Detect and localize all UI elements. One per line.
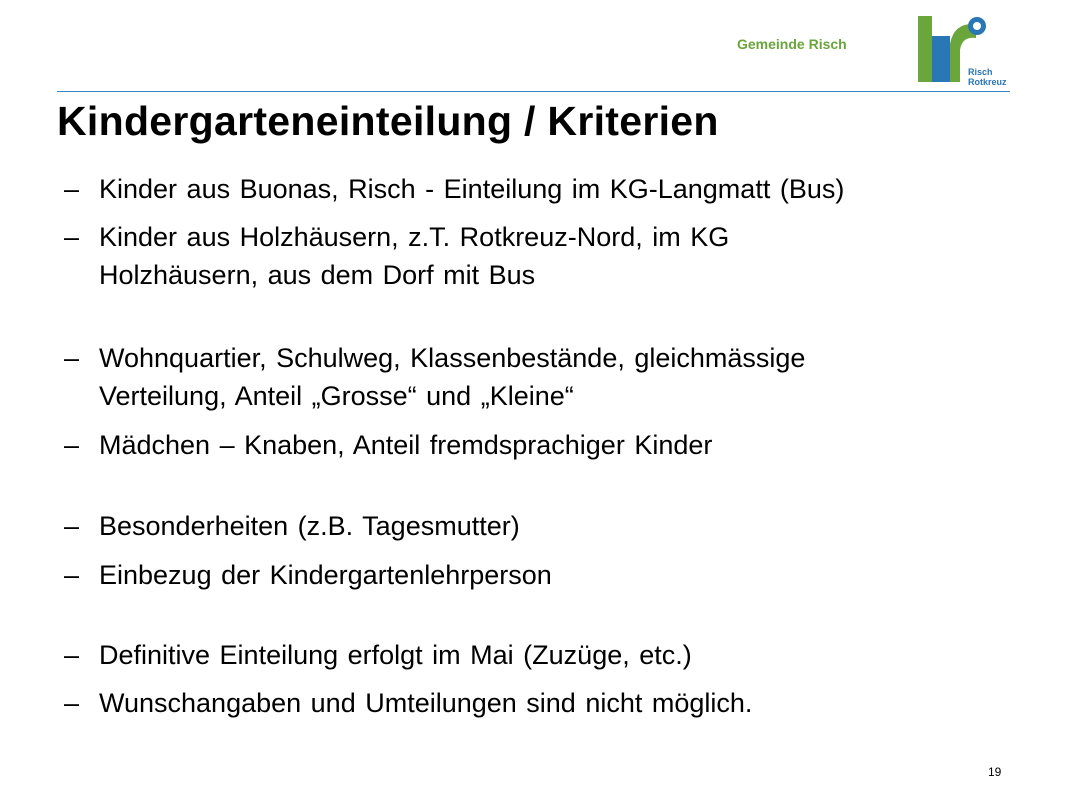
list-item-line: Kinder aus Buonas, Risch - Einteilung im KG-Langmatt (Bus)	[99, 174, 845, 204]
bullet-dash: –	[64, 688, 80, 718]
bullet-dash: –	[64, 174, 80, 204]
logo-caption-line-2: Rotkreuz	[968, 77, 1007, 87]
list-item-text	[99, 556, 1029, 594]
slide-title: Kindergarteneinteilung / Kriterien	[57, 98, 719, 144]
page-number: 19	[988, 765, 1002, 779]
list-item-line: Holzhäusern, aus dem Dorf mit Bus	[99, 260, 536, 290]
list-item-line: Wohnquartier, Schulweg, Klassenbestände, gleichmässige	[99, 343, 806, 373]
list-item-text	[99, 507, 1029, 545]
bullet-dash: –	[64, 222, 80, 252]
list-item-text	[99, 218, 1029, 294]
list-item-line: Besonderheiten (z.B. Tagesmutter)	[99, 511, 520, 541]
list-item-line: Kinder aus Holzhäusern, z.T. Rotkreuz-Nord, im KG	[99, 222, 730, 252]
bullet-dash: –	[64, 343, 80, 373]
list-item-text	[99, 426, 1029, 464]
bullet-dash: –	[64, 511, 80, 541]
bullet-dash: –	[64, 430, 80, 460]
list-item-line: Definitive Einteilung erfolgt im Mai (Zuzüge, etc.)	[99, 640, 692, 670]
list-item-line: Mädchen – Knaben, Anteil fremdsprachiger Kinder	[99, 430, 713, 460]
list-item-text	[99, 636, 1029, 674]
logo-caption-line-1: Risch	[968, 67, 993, 77]
list-item-line: Verteilung, Anteil „Grosse“ und „Kleine“	[99, 381, 574, 411]
list-item-line: Einbezug der Kindergartenlehrperson	[99, 560, 552, 590]
list-item-text	[99, 170, 1029, 208]
list-item-text	[99, 339, 1029, 415]
list-item-text	[99, 684, 1029, 722]
bullet-dash: –	[64, 560, 80, 590]
header-divider	[57, 91, 1010, 92]
logo-caption	[968, 67, 1007, 87]
municipality-name: Gemeinde Risch	[737, 36, 847, 52]
list-item-line: Wunschangaben und Umteilungen sind nicht möglich.	[99, 688, 753, 718]
bullet-dash: –	[64, 640, 80, 670]
